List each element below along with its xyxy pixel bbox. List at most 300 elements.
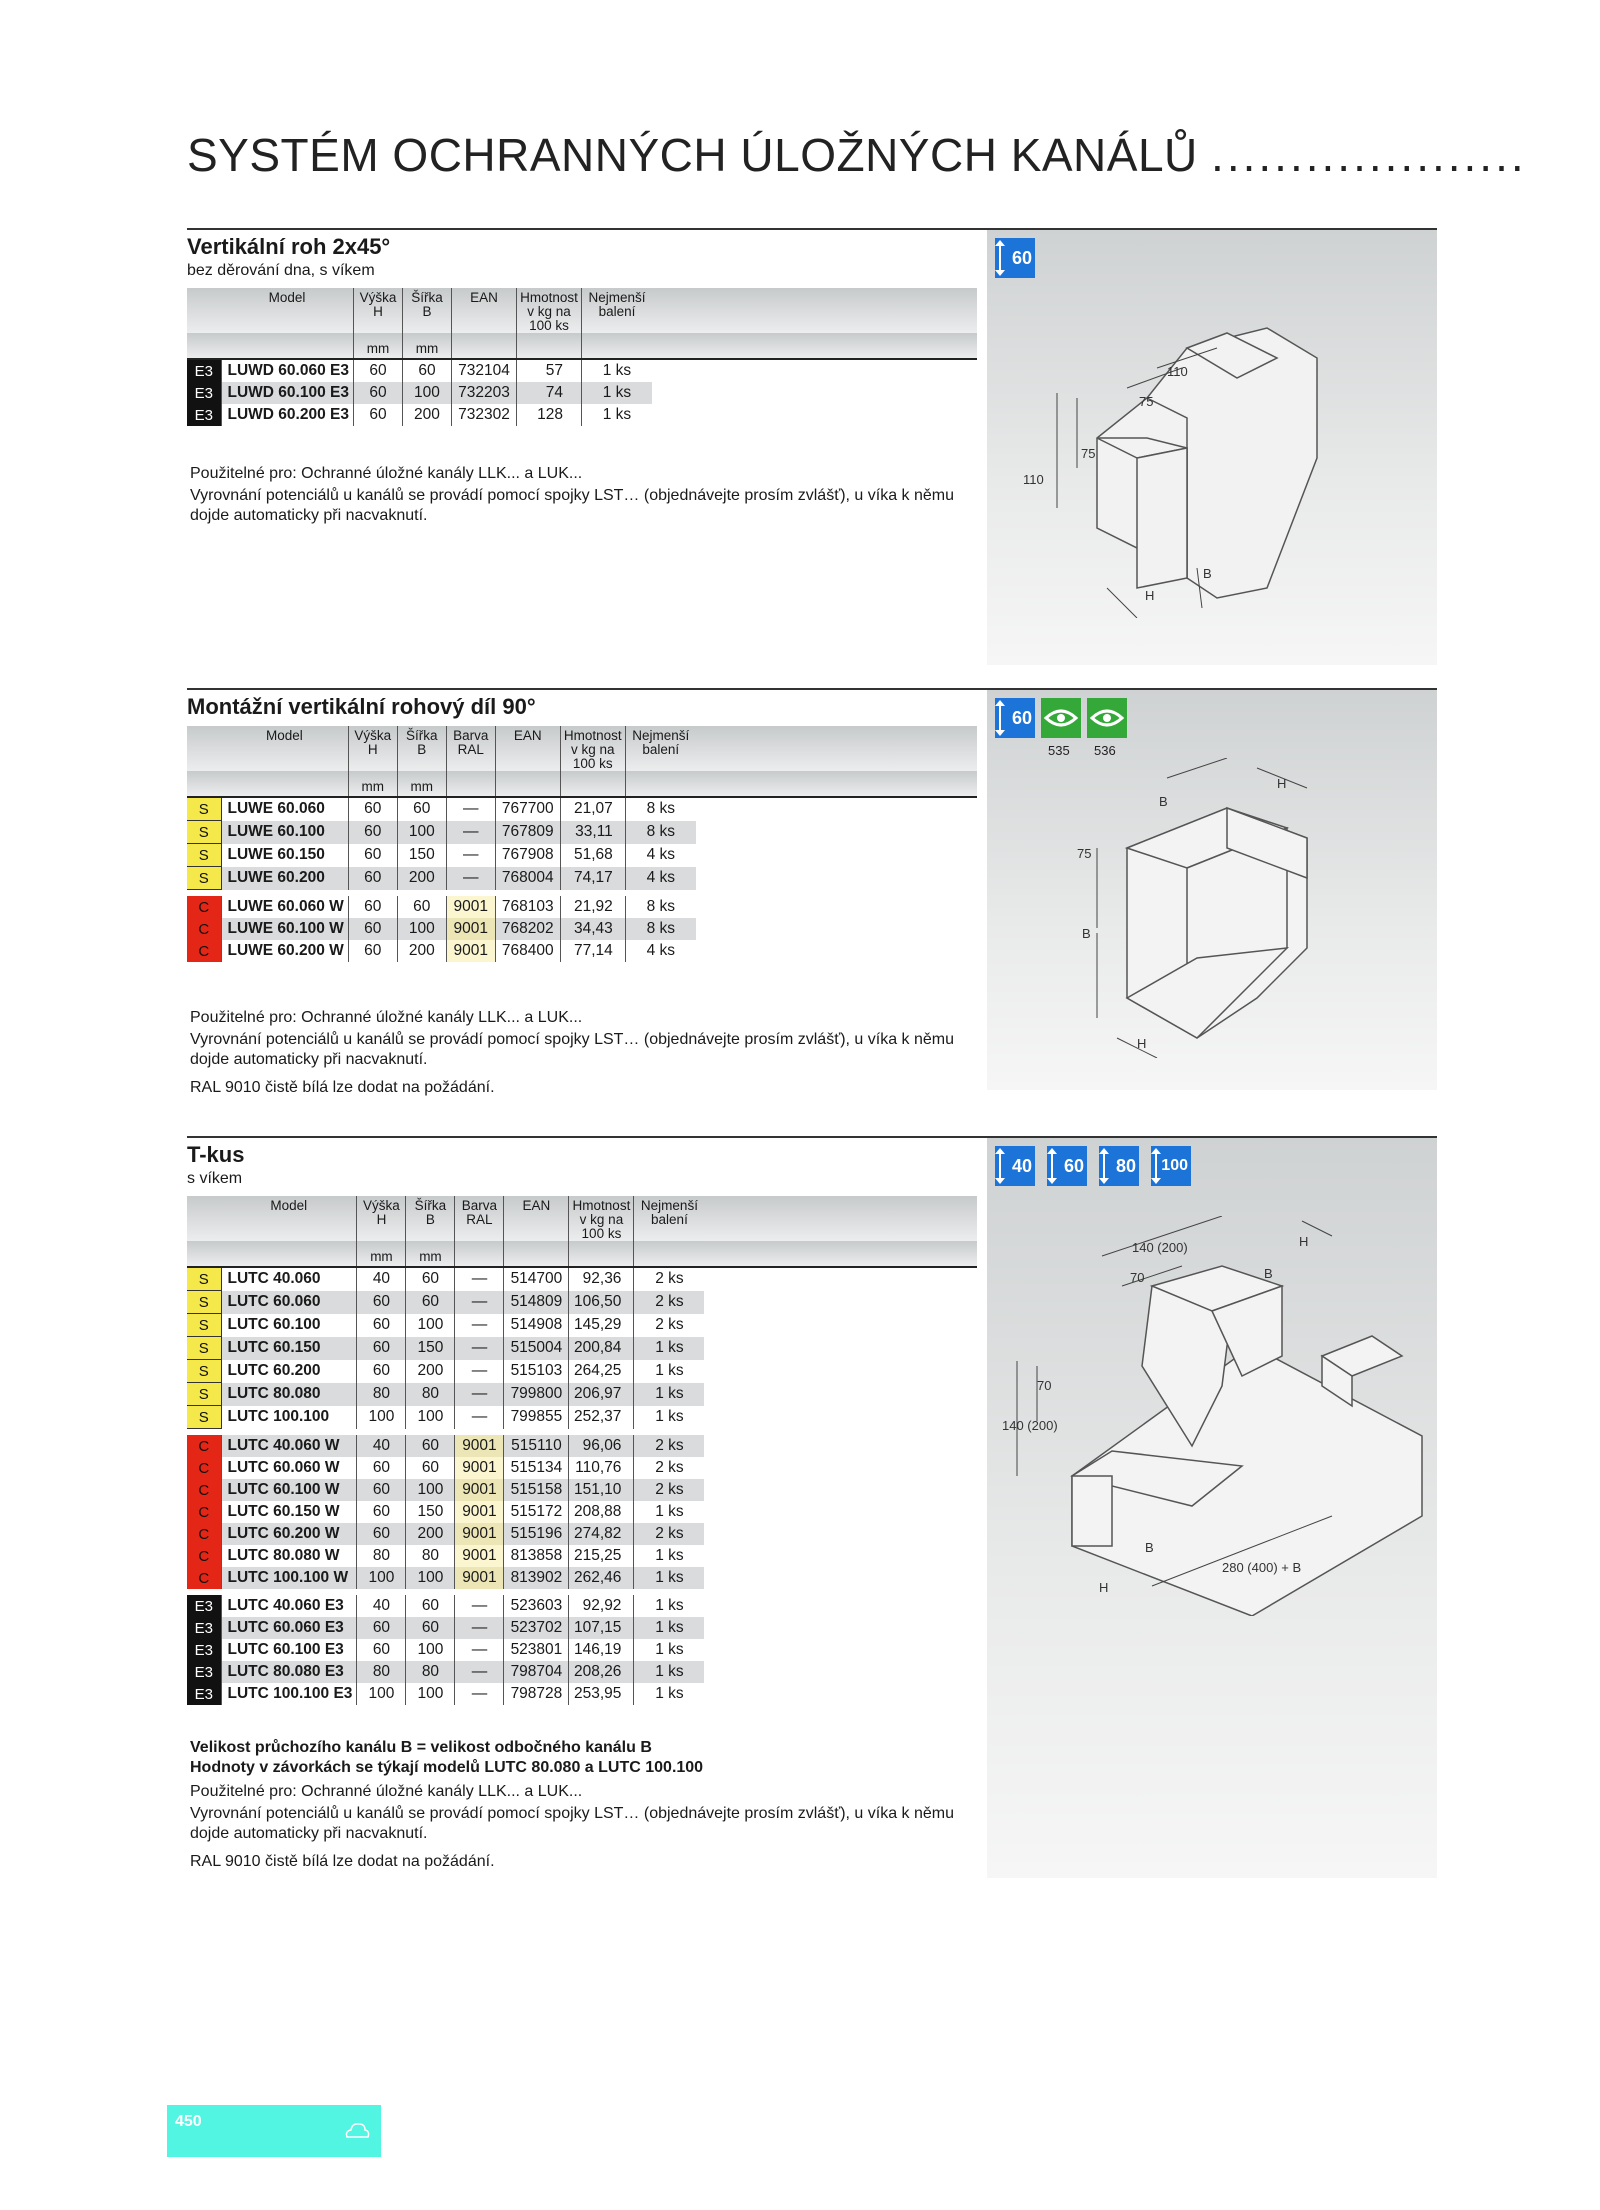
width-cell: 60 <box>406 1267 455 1291</box>
ral-cell: — <box>446 867 495 890</box>
brackets-note: Hodnoty v závorkách se týkají modelů LUTC 80.080 a LUTC 100.100 <box>190 1759 704 1776</box>
width-cell: 100 <box>406 1406 455 1429</box>
section-title: T-kus <box>187 1142 245 1167</box>
weight-cell: 77,14 <box>560 940 625 962</box>
height-cell: 80 <box>357 1383 406 1406</box>
tag-badge: S <box>187 1291 221 1314</box>
model-cell: LUWE 60.100 <box>221 821 348 844</box>
model-cell: LUTC 60.100 <box>221 1314 357 1337</box>
tag-badge: S <box>187 867 221 890</box>
height-cell: 60 <box>348 940 397 962</box>
tag-badge: E3 <box>187 359 221 382</box>
section-subtitle: bez děrování dna, s víkem <box>187 262 375 279</box>
width-cell: 80 <box>406 1383 455 1406</box>
pack-cell: 1 ks <box>634 1639 705 1661</box>
col-header-ral: Barva RAL <box>446 726 495 771</box>
tag-badge: C <box>187 1523 221 1545</box>
ean-cell: 768400 <box>495 940 560 962</box>
ral-cell: — <box>455 1360 504 1383</box>
ral-cell: 9001 <box>455 1523 504 1545</box>
ral-cell: 9001 <box>455 1545 504 1567</box>
tag-badge: E3 <box>187 1595 221 1617</box>
dim-label: 75 <box>1139 394 1154 409</box>
weight-cell: 106,50 <box>569 1291 634 1314</box>
ean-cell: 768103 <box>495 896 560 918</box>
height-arrow-icon <box>1155 1150 1157 1182</box>
model-cell: LUWE 60.060 W <box>221 896 348 918</box>
eye-label: 535 <box>1048 743 1070 758</box>
page-number: 450 <box>175 2113 202 2130</box>
ral-cell: 9001 <box>455 1435 504 1457</box>
dim-label: 110 <box>1023 472 1044 487</box>
ean-cell: 515004 <box>504 1337 569 1360</box>
height-badge: 40 <box>995 1146 1035 1186</box>
ral-cell: — <box>455 1661 504 1683</box>
tag-badge: S <box>187 1360 221 1383</box>
model-cell: LUTC 100.100 W <box>221 1567 357 1589</box>
tag-badge: E3 <box>187 1639 221 1661</box>
pack-cell: 1 ks <box>634 1617 705 1639</box>
col-header-pack: Nejmenší balení <box>625 726 696 771</box>
table-row <box>187 1435 977 1457</box>
weight-cell: 74,17 <box>560 867 625 890</box>
col-header-width: Šířka B <box>406 1196 455 1241</box>
width-cell: 60 <box>397 896 446 918</box>
model-cell: LUTC 60.150 <box>221 1337 357 1360</box>
ean-cell: 523801 <box>504 1639 569 1661</box>
ral-cell: — <box>455 1406 504 1429</box>
unit-height: mm <box>357 1241 406 1267</box>
ral-cell: 9001 <box>446 940 495 962</box>
pack-cell: 2 ks <box>634 1267 705 1291</box>
model-cell: LUTC 80.080 W <box>221 1545 357 1567</box>
weight-cell: 252,37 <box>569 1406 634 1429</box>
eye-label: 536 <box>1094 743 1116 758</box>
dim-label: H <box>1099 1580 1109 1595</box>
model-cell: LUWE 60.060 <box>221 797 348 821</box>
height-arrow-icon <box>999 242 1001 274</box>
width-cell: 200 <box>397 867 446 890</box>
table-row <box>187 844 977 867</box>
ral-cell: 9001 <box>455 1501 504 1523</box>
height-cell: 60 <box>357 1501 406 1523</box>
height-arrow-icon <box>1051 1150 1053 1182</box>
height-arrow-icon <box>999 702 1001 734</box>
col-header-weight: Hmotnost v kg na 100 ks <box>560 726 625 771</box>
width-cell: 100 <box>406 1567 455 1589</box>
col-header-height: Výška H <box>357 1196 406 1241</box>
usage-note: Použitelné pro: Ochranné úložné kanály LLK... a LUK... <box>190 1783 583 1800</box>
weight-cell: 92,92 <box>569 1595 634 1617</box>
badge-row <box>995 1146 1191 1186</box>
tag-badge: S <box>187 821 221 844</box>
height-cell: 60 <box>348 867 397 890</box>
usage-note: Použitelné pro: Ochranné úložné kanály LLK... a LUK... <box>190 465 583 482</box>
tag-badge: C <box>187 1567 221 1589</box>
weight-cell: 34,43 <box>560 918 625 940</box>
weight-cell: 146,19 <box>569 1639 634 1661</box>
width-cell: 150 <box>406 1337 455 1360</box>
ean-cell: 514700 <box>504 1267 569 1291</box>
height-badge: 60 <box>995 698 1035 738</box>
product-table <box>187 726 977 962</box>
dim-label: H <box>1137 1036 1147 1051</box>
weight-cell: 21,92 <box>560 896 625 918</box>
ral-cell: — <box>455 1617 504 1639</box>
eye-icon <box>1041 698 1081 738</box>
tag-badge: S <box>187 1406 221 1429</box>
grounding-note: Vyrovnání potenciálů u kanálů se provádí pomocí spojky LST… (objednávejte prosím zvlášť), u víka k němu dojde automaticky při nacvaknutí. <box>190 487 955 524</box>
pack-cell: 2 ks <box>634 1435 705 1457</box>
ean-cell: 515172 <box>504 1501 569 1523</box>
dim-label: B <box>1082 926 1091 941</box>
width-cell: 60 <box>406 1617 455 1639</box>
ral-cell: — <box>446 844 495 867</box>
ean-cell: 768202 <box>495 918 560 940</box>
weight-cell: 208,26 <box>569 1661 634 1683</box>
grounding-note: Vyrovnání potenciálů u kanálů se provádí pomocí spojky LST… (objednávejte prosím zvlášť), u víka k němu dojde automaticky při nacvaknutí. <box>190 1805 955 1842</box>
section-title: Vertikální roh 2x45° <box>187 234 391 259</box>
height-cell: 60 <box>357 1314 406 1337</box>
height-cell: 60 <box>357 1337 406 1360</box>
weight-cell: 33,11 <box>560 821 625 844</box>
product-table <box>187 288 977 426</box>
ean-cell: 813902 <box>504 1567 569 1589</box>
col-header-width: Šířka B <box>402 288 451 333</box>
table-row <box>187 896 977 918</box>
section-mounting-corner <box>187 688 1437 1108</box>
model-cell: LUTC 100.100 <box>221 1406 357 1429</box>
title-dot-leader: .................... <box>1211 129 1527 181</box>
pack-cell: 8 ks <box>625 797 696 821</box>
weight-cell: 21,07 <box>560 797 625 821</box>
col-header-height: Výška H <box>353 288 402 333</box>
unit-height: mm <box>353 333 402 359</box>
tag-badge: E3 <box>187 1683 221 1705</box>
width-cell: 200 <box>397 940 446 962</box>
model-cell: LUTC 60.200 W <box>221 1523 357 1545</box>
section-t-piece <box>187 1136 1437 1896</box>
model-cell: LUTC 60.060 <box>221 1291 357 1314</box>
weight-cell: 92,36 <box>569 1267 634 1291</box>
weight-cell: 107,15 <box>569 1617 634 1639</box>
col-header-ean: EAN <box>495 726 560 771</box>
ean-cell: 767809 <box>495 821 560 844</box>
ral-note: RAL 9010 čistě bílá lze dodat na požádání. <box>190 1079 495 1096</box>
ral-cell: — <box>455 1683 504 1705</box>
ral-cell: 9001 <box>455 1479 504 1501</box>
ral-cell: — <box>446 797 495 821</box>
pack-cell: 4 ks <box>625 867 696 890</box>
height-cell: 80 <box>357 1545 406 1567</box>
page-title: SYSTÉM OCHRANNÝCH ÚLOŽNÝCH KANÁLŮ .................... <box>187 129 1527 181</box>
unit-height: mm <box>348 771 397 797</box>
section-title: Montážní vertikální rohový díl 90° <box>187 694 536 719</box>
tag-badge: C <box>187 896 221 918</box>
dim-label: 70 <box>1037 1378 1052 1393</box>
width-cell: 60 <box>406 1291 455 1314</box>
height-cell: 100 <box>357 1683 406 1705</box>
dim-label: H <box>1277 776 1287 791</box>
pack-cell: 1 ks <box>634 1360 705 1383</box>
tag-badge: E3 <box>187 404 221 426</box>
page-number-tab <box>167 2105 381 2157</box>
section-subtitle: s víkem <box>187 1170 243 1187</box>
dim-label: B <box>1145 1540 1154 1555</box>
height-badge: 60 <box>1047 1146 1087 1186</box>
tag-badge: S <box>187 1314 221 1337</box>
table-row <box>187 1267 977 1291</box>
height-cell: 60 <box>357 1617 406 1639</box>
col-header-ean: EAN <box>504 1196 569 1241</box>
eye-icon <box>1087 698 1127 738</box>
grounding-note: Vyrovnání potenciálů u kanálů se provádí pomocí spojky LST… (objednávejte prosím zvlášť), u víka k němu dojde automaticky při nacvaknutí. <box>190 1031 955 1068</box>
unit-width: mm <box>397 771 446 797</box>
height-badge: 60 <box>995 238 1035 278</box>
table-row <box>187 1406 977 1429</box>
tag-badge: C <box>187 918 221 940</box>
dim-label: 75 <box>1077 846 1092 861</box>
table-row <box>187 1383 977 1406</box>
pack-cell: 8 ks <box>625 918 696 940</box>
table-row <box>187 1545 977 1567</box>
model-cell: LUTC 60.100 E3 <box>221 1639 357 1661</box>
pack-cell: 1 ks <box>634 1545 705 1567</box>
weight-cell: 215,25 <box>569 1545 634 1567</box>
model-cell: LUWE 60.150 <box>221 844 348 867</box>
mounting-corner-drawing <box>1077 758 1397 1058</box>
tag-badge: S <box>187 1267 221 1291</box>
height-cell: 60 <box>357 1639 406 1661</box>
pack-cell: 1 ks <box>634 1595 705 1617</box>
dim-label: 110 <box>1167 364 1188 379</box>
table-row <box>187 1639 977 1661</box>
table-row <box>187 1479 977 1501</box>
pack-cell: 4 ks <box>625 844 696 867</box>
table-row <box>187 797 977 821</box>
table-row: E3 LUWD 60.200 E3 60 200 732302 128 1 ks <box>187 404 977 426</box>
tag-badge: C <box>187 1457 221 1479</box>
height-badge: 80 <box>1099 1146 1139 1186</box>
tag-badge: E3 <box>187 1661 221 1683</box>
width-cell: 60 <box>406 1435 455 1457</box>
pack-cell: 2 ks <box>634 1291 705 1314</box>
dim-label: B <box>1203 566 1212 581</box>
pack-cell: 2 ks <box>634 1314 705 1337</box>
height-cell: 60 <box>357 1479 406 1501</box>
col-header-ral: Barva RAL <box>455 1196 504 1241</box>
ean-cell: 515134 <box>504 1457 569 1479</box>
col-header-pack: Nejmenší balení <box>634 1196 705 1241</box>
ean-cell: 515103 <box>504 1360 569 1383</box>
ean-cell: 523603 <box>504 1595 569 1617</box>
width-cell: 60 <box>406 1457 455 1479</box>
height-cell: 60 <box>348 797 397 821</box>
width-cell: 100 <box>397 918 446 940</box>
ral-cell: — <box>446 821 495 844</box>
dim-label: H <box>1145 588 1155 603</box>
dim-label: B <box>1159 794 1168 809</box>
ean-cell: 799800 <box>504 1383 569 1406</box>
height-cell: 40 <box>357 1267 406 1291</box>
product-table <box>187 1196 977 1705</box>
tag-badge: S <box>187 1383 221 1406</box>
tag-badge: S <box>187 1337 221 1360</box>
pack-cell: 1 ks <box>634 1567 705 1589</box>
ean-cell: 768004 <box>495 867 560 890</box>
ral-cell: 9001 <box>446 896 495 918</box>
width-cell: 80 <box>406 1661 455 1683</box>
height-arrow-icon <box>1103 1150 1105 1182</box>
model-cell: LUWE 60.200 W <box>221 940 348 962</box>
ean-cell: 515196 <box>504 1523 569 1545</box>
table-row: E3 LUWD 60.060 E3 60 60 732104 57 1 ks <box>187 359 977 382</box>
table-row <box>187 1567 977 1589</box>
table-row <box>187 1337 977 1360</box>
weight-cell: 151,10 <box>569 1479 634 1501</box>
col-header-pack: Nejmenší balení <box>581 288 652 333</box>
pack-cell: 8 ks <box>625 821 696 844</box>
weight-cell: 208,88 <box>569 1501 634 1523</box>
ral-note: RAL 9010 čistě bílá lze dodat na požádání. <box>190 1853 495 1870</box>
ral-cell: — <box>455 1639 504 1661</box>
ral-cell: 9001 <box>446 918 495 940</box>
height-cell: 40 <box>357 1435 406 1457</box>
tag-badge: C <box>187 1545 221 1567</box>
table-row <box>187 821 977 844</box>
ral-cell: — <box>455 1291 504 1314</box>
height-arrow-icon <box>999 1150 1001 1182</box>
height-cell: 60 <box>348 918 397 940</box>
table-row <box>187 1661 977 1683</box>
pack-cell: 1 ks <box>634 1501 705 1523</box>
dim-label: 70 <box>1130 1270 1145 1285</box>
weight-cell: 110,76 <box>569 1457 634 1479</box>
pack-cell: 4 ks <box>625 940 696 962</box>
pack-cell: 1 ks <box>634 1406 705 1429</box>
height-cell: 60 <box>357 1457 406 1479</box>
table-row <box>187 940 977 962</box>
pack-cell: 1 ks <box>634 1661 705 1683</box>
pack-cell: 2 ks <box>634 1457 705 1479</box>
weight-cell: 96,06 <box>569 1435 634 1457</box>
table-row <box>187 1457 977 1479</box>
dim-label: 75 <box>1081 446 1096 461</box>
width-cell: 200 <box>406 1523 455 1545</box>
corner-drawing <box>1017 288 1417 618</box>
dim-label: 280 (400) + B <box>1222 1560 1302 1575</box>
weight-cell: 145,29 <box>569 1314 634 1337</box>
table-row: E3 LUWD 60.100 E3 60 100 732203 74 1 ks <box>187 382 977 404</box>
ral-cell: 9001 <box>455 1457 504 1479</box>
width-cell: 150 <box>406 1501 455 1523</box>
dim-label: 140 (200) <box>1132 1240 1188 1255</box>
table-row <box>187 1360 977 1383</box>
height-cell: 60 <box>357 1523 406 1545</box>
pack-cell: 2 ks <box>634 1523 705 1545</box>
model-cell: LUTC 100.100 E3 <box>221 1683 357 1705</box>
col-header-model: Model <box>221 726 348 771</box>
model-cell: LUTC 60.060 W <box>221 1457 357 1479</box>
table-row <box>187 1523 977 1545</box>
tag-badge: C <box>187 1479 221 1501</box>
tag-badge: S <box>187 797 221 821</box>
weight-cell: 274,82 <box>569 1523 634 1545</box>
model-cell: LUTC 60.100 W <box>221 1479 357 1501</box>
ean-cell: 514809 <box>504 1291 569 1314</box>
width-cell: 100 <box>406 1479 455 1501</box>
model-cell: LUTC 60.200 <box>221 1360 357 1383</box>
pack-cell: 8 ks <box>625 896 696 918</box>
height-cell: 60 <box>348 896 397 918</box>
ean-cell: 813858 <box>504 1545 569 1567</box>
height-cell: 100 <box>357 1567 406 1589</box>
tag-badge: C <box>187 1501 221 1523</box>
col-header-width: Šířka B <box>397 726 446 771</box>
tag-badge: E3 <box>187 382 221 404</box>
pack-cell: 1 ks <box>634 1683 705 1705</box>
size-note: Velikost průchozího kanálu B = velikost odbočného kanálu B <box>190 1739 652 1756</box>
width-cell: 200 <box>406 1360 455 1383</box>
model-cell: LUTC 40.060 W <box>221 1435 357 1457</box>
section-vertical-corner <box>187 228 1437 668</box>
height-cell: 40 <box>357 1595 406 1617</box>
width-cell: 80 <box>406 1545 455 1567</box>
ral-cell: 9001 <box>455 1567 504 1589</box>
height-cell: 100 <box>357 1406 406 1429</box>
ean-cell: 515158 <box>504 1479 569 1501</box>
ean-cell: 798704 <box>504 1661 569 1683</box>
ean-cell: 798728 <box>504 1683 569 1705</box>
ral-cell: — <box>455 1267 504 1291</box>
weight-cell: 264,25 <box>569 1360 634 1383</box>
ean-cell: 515110 <box>504 1435 569 1457</box>
tag-badge: S <box>187 844 221 867</box>
table-row <box>187 1314 977 1337</box>
ean-cell: 523702 <box>504 1617 569 1639</box>
badge-row <box>995 238 1035 278</box>
ean-cell: 767700 <box>495 797 560 821</box>
unit-width: mm <box>406 1241 455 1267</box>
table-row <box>187 1291 977 1314</box>
table-row <box>187 1683 977 1705</box>
weight-cell: 262,46 <box>569 1567 634 1589</box>
weight-cell: 206,97 <box>569 1383 634 1406</box>
height-badge: 100 <box>1151 1146 1191 1186</box>
ean-cell: 767908 <box>495 844 560 867</box>
width-cell: 100 <box>397 821 446 844</box>
col-header-weight: Hmotnost v kg na 100 ks <box>516 288 581 333</box>
col-header-ean: EAN <box>451 288 516 333</box>
ean-cell: 799855 <box>504 1406 569 1429</box>
table-row <box>187 867 977 890</box>
dim-label: H <box>1299 1234 1309 1249</box>
badge-row <box>995 698 1127 738</box>
model-cell: LUTC 80.080 <box>221 1383 357 1406</box>
ral-cell: — <box>455 1383 504 1406</box>
weight-cell: 200,84 <box>569 1337 634 1360</box>
model-cell: LUTC 80.080 E3 <box>221 1661 357 1683</box>
col-header-model: Model <box>221 288 353 333</box>
table-row <box>187 918 977 940</box>
pack-cell: 1 ks <box>634 1383 705 1406</box>
table-row <box>187 1501 977 1523</box>
model-cell: LUTC 40.060 E3 <box>221 1595 357 1617</box>
width-cell: 150 <box>397 844 446 867</box>
cloud-logo-icon <box>343 2119 371 2141</box>
pack-cell: 2 ks <box>634 1479 705 1501</box>
t-piece-drawing <box>1002 1216 1437 1616</box>
